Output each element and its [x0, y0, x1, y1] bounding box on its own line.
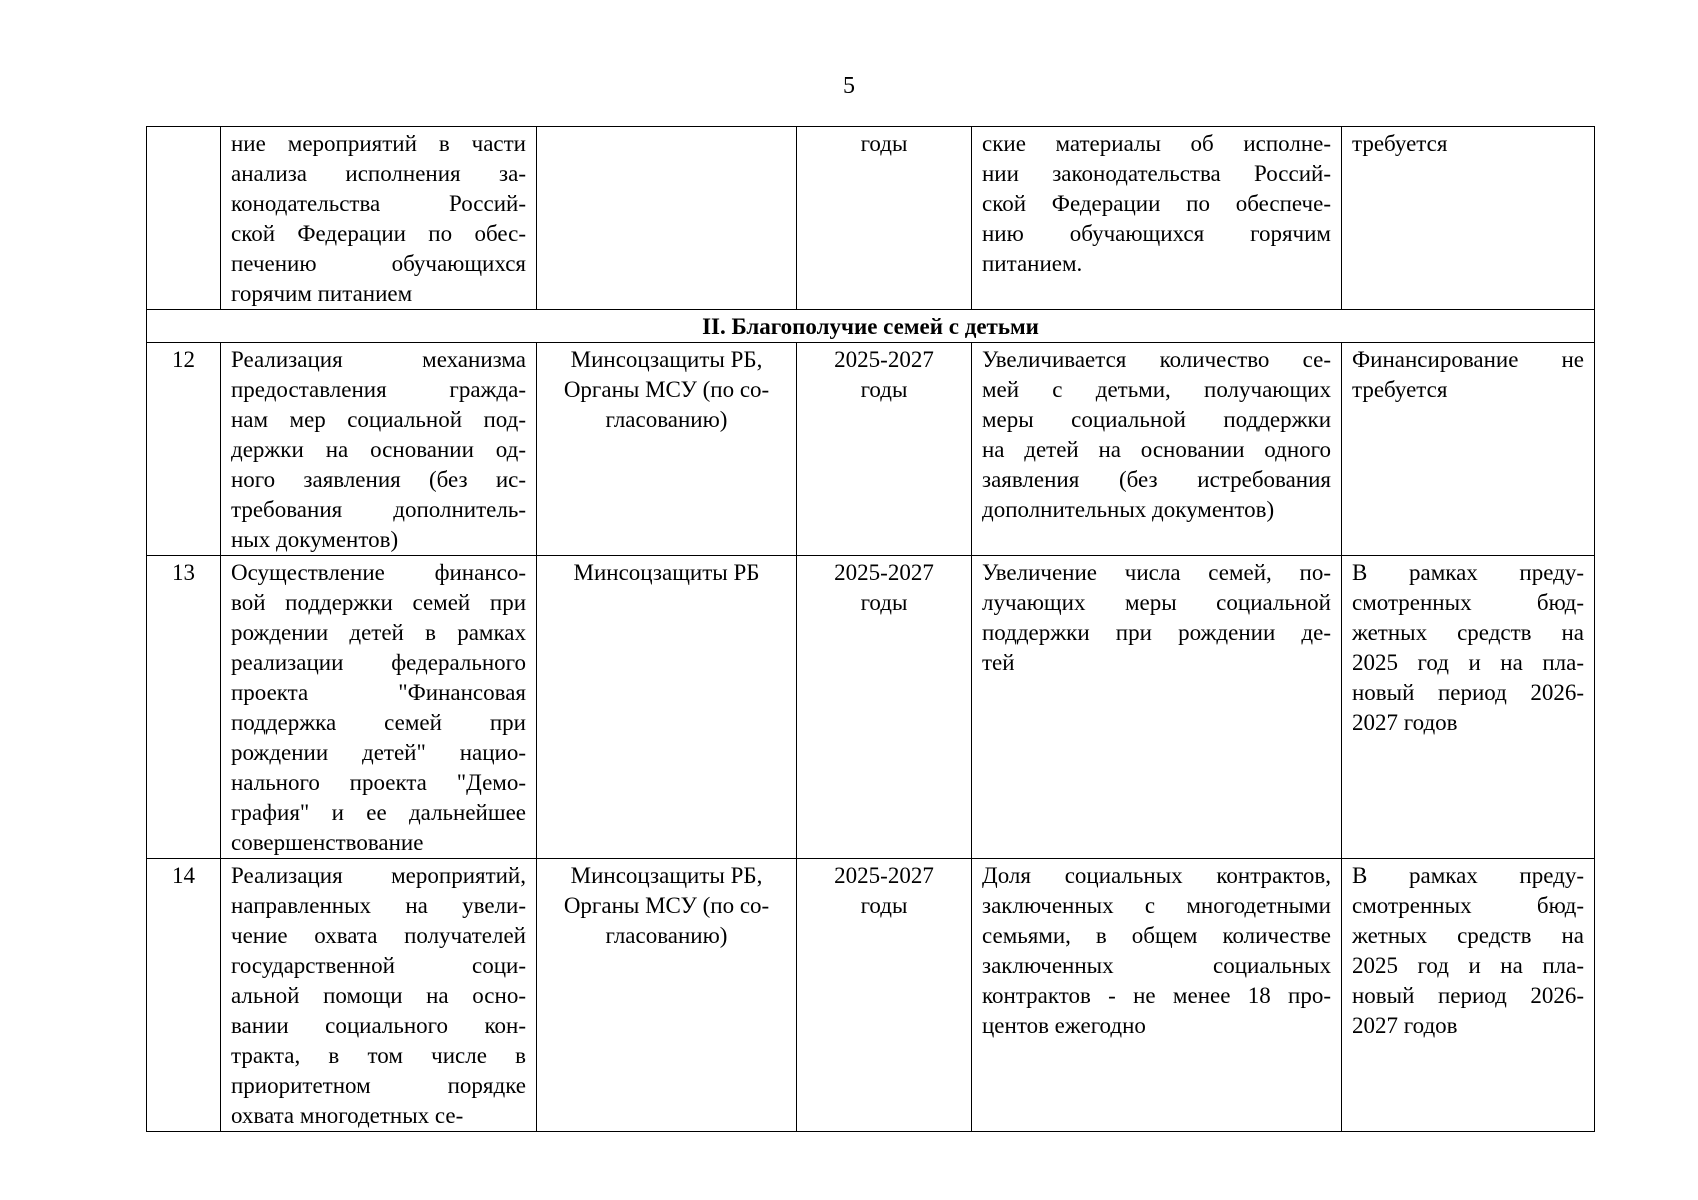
event-cell-line: нам мер социальной под- — [231, 407, 526, 432]
funding-cell — [1342, 343, 1595, 556]
executor-cell — [537, 127, 797, 310]
row-number — [147, 127, 221, 310]
row-number: 12 — [147, 343, 221, 556]
period-cell — [797, 556, 972, 859]
funding-cell — [1342, 556, 1595, 859]
executor-cell — [537, 859, 797, 1132]
funding-cell-line: требуется — [1352, 377, 1448, 402]
period-cell-line: 2025-2027 — [834, 560, 934, 585]
page-number: 5 — [843, 73, 855, 99]
event-cell-line: конодательства Россий- — [231, 191, 526, 216]
result-cell-line: нию обучающихся горячим — [982, 221, 1331, 246]
funding-cell-line: смотренных бюд- — [1352, 590, 1584, 615]
funding-cell-line: 2025 год и на пла- — [1352, 953, 1584, 978]
event-cell-line: Реализация мероприятий, — [231, 863, 526, 888]
result-cell-line: нии законодательства Россий- — [982, 161, 1331, 186]
result-cell-line: ской Федерации по обеспече- — [982, 191, 1331, 216]
event-cell-line: предоставления гражда- — [231, 377, 526, 402]
funding-cell-line: 2025 год и на пла- — [1352, 650, 1584, 675]
result-cell — [972, 556, 1342, 859]
executor-cell-line: гласованию) — [605, 923, 728, 948]
event-cell-line: охвата многодетных се- — [231, 1103, 464, 1128]
executor-cell-line: Минсоцзащиты РБ — [573, 560, 760, 585]
funding-cell-line: смотренных бюд- — [1352, 893, 1584, 918]
result-cell-line: ские материалы об исполне- — [982, 131, 1331, 156]
table-row — [147, 859, 1595, 1132]
event-cell-line: ных документов) — [231, 527, 399, 552]
period-cell-line: 2025-2027 — [834, 347, 934, 372]
event-cell-line: ного заявления (без ис- — [231, 467, 526, 492]
event-cell-line: альной помощи на осно- — [231, 983, 526, 1008]
executor-cell-line: гласованию) — [605, 407, 728, 432]
event-cell — [221, 859, 537, 1132]
executor-cell — [537, 556, 797, 859]
event-cell-line: анализа исполнения за- — [231, 161, 526, 186]
result-cell-line: заключенных социальных — [982, 953, 1331, 978]
result-cell-line: питанием. — [982, 251, 1083, 276]
result-cell — [972, 343, 1342, 556]
funding-cell-line: В рамках преду- — [1352, 560, 1584, 585]
result-cell-line: контрактов - не менее 18 про- — [982, 983, 1331, 1008]
event-cell-line: горячим питанием — [231, 281, 413, 306]
event-cell-line: государственной соци- — [231, 953, 526, 978]
event-cell-line: вании социального кон- — [231, 1013, 526, 1038]
event-cell-line: тракта, в том числе в — [231, 1043, 526, 1068]
result-cell-line: поддержки при рождении де- — [982, 620, 1331, 645]
period-cell-line: годы — [860, 131, 908, 156]
row-number: 14 — [147, 859, 221, 1132]
funding-cell-line: требуется — [1352, 131, 1448, 156]
event-cell-line: Осуществление финансо- — [231, 560, 526, 585]
executor-cell-line: Органы МСУ (по со- — [563, 893, 770, 918]
table-row — [147, 556, 1595, 859]
period-cell — [797, 343, 972, 556]
event-cell — [221, 127, 537, 310]
result-cell-line: на детей на основании одного — [982, 437, 1331, 462]
funding-cell-line: 2027 годов — [1352, 1013, 1458, 1038]
funding-cell-line: жетных средств на — [1352, 923, 1584, 948]
row-number: 13 — [147, 556, 221, 859]
measures-table — [146, 126, 1595, 1132]
event-cell-line: ние мероприятий в части — [231, 131, 526, 156]
event-cell — [221, 343, 537, 556]
executor-cell — [537, 343, 797, 556]
event-cell-line: печению обучающихся — [231, 251, 526, 276]
funding-cell-line: 2027 годов — [1352, 710, 1458, 735]
result-cell-line: Увеличение числа семей, по- — [982, 560, 1331, 585]
result-cell-line: тей — [982, 650, 1015, 675]
period-cell-line: годы — [860, 893, 908, 918]
result-cell-line: Увеличивается количество се- — [982, 347, 1331, 372]
period-cell-line: 2025-2027 — [834, 863, 934, 888]
event-cell-line: требования дополнитель- — [231, 497, 526, 522]
event-cell-line: направленных на увели- — [231, 893, 526, 918]
event-cell-line: рождении детей в рамках — [231, 620, 526, 645]
period-cell — [797, 859, 972, 1132]
event-cell-line: вой поддержки семей при — [231, 590, 526, 615]
event-cell-line: рождении детей" нацио- — [231, 740, 526, 765]
table-row — [147, 127, 1595, 310]
result-cell — [972, 127, 1342, 310]
event-cell-line: поддержка семей при — [231, 710, 526, 735]
event-cell-line: Реализация механизма — [231, 347, 526, 372]
section-title: II. Благополучие семей с детьми — [147, 310, 1595, 343]
period-cell-line: годы — [860, 590, 908, 615]
section-row — [147, 310, 1595, 343]
result-cell-line: мей с детьми, получающих — [982, 377, 1331, 402]
event-cell-line: графия" и ее дальнейшее — [231, 800, 526, 825]
funding-cell-line: В рамках преду- — [1352, 863, 1584, 888]
executor-cell-line: Минсоцзащиты РБ, — [570, 863, 763, 888]
result-cell-line: лучающих меры социальной — [982, 590, 1331, 615]
period-cell-line: годы — [860, 377, 908, 402]
event-cell-line: чение охвата получателей — [231, 923, 526, 948]
event-cell — [221, 556, 537, 859]
result-cell — [972, 859, 1342, 1132]
result-cell-line: Доля социальных контрактов, — [982, 863, 1331, 888]
result-cell-line: дополнительных документов) — [982, 497, 1275, 522]
period-cell — [797, 127, 972, 310]
event-cell-line: ской Федерации по обес- — [231, 221, 526, 246]
event-cell-line: проекта "Финансовая — [231, 680, 526, 705]
event-cell-line: приоритетном порядке — [231, 1073, 526, 1098]
executor-cell-line: Минсоцзащиты РБ, — [570, 347, 763, 372]
funding-cell — [1342, 859, 1595, 1132]
funding-cell — [1342, 127, 1595, 310]
result-cell-line: семьями, в общем количестве — [982, 923, 1331, 948]
funding-cell-line: новый период 2026- — [1352, 680, 1584, 705]
event-cell-line: держки на основании од- — [231, 437, 526, 462]
result-cell-line: заявления (без истребования — [982, 467, 1331, 492]
result-cell-line: центов ежегодно — [982, 1013, 1146, 1038]
event-cell-line: реализации федерального — [231, 650, 526, 675]
funding-cell-line: новый период 2026- — [1352, 983, 1584, 1008]
executor-cell-line: Органы МСУ (по со- — [563, 377, 770, 402]
result-cell-line: меры социальной поддержки — [982, 407, 1331, 432]
funding-cell-line: Финансирование не — [1352, 347, 1584, 372]
funding-cell-line: жетных средств на — [1352, 620, 1584, 645]
event-cell-line: совершенствование — [231, 830, 424, 855]
result-cell-line: заключенных с многодетными — [982, 893, 1331, 918]
event-cell-line: нального проекта "Демо- — [231, 770, 526, 795]
table-row — [147, 343, 1595, 556]
